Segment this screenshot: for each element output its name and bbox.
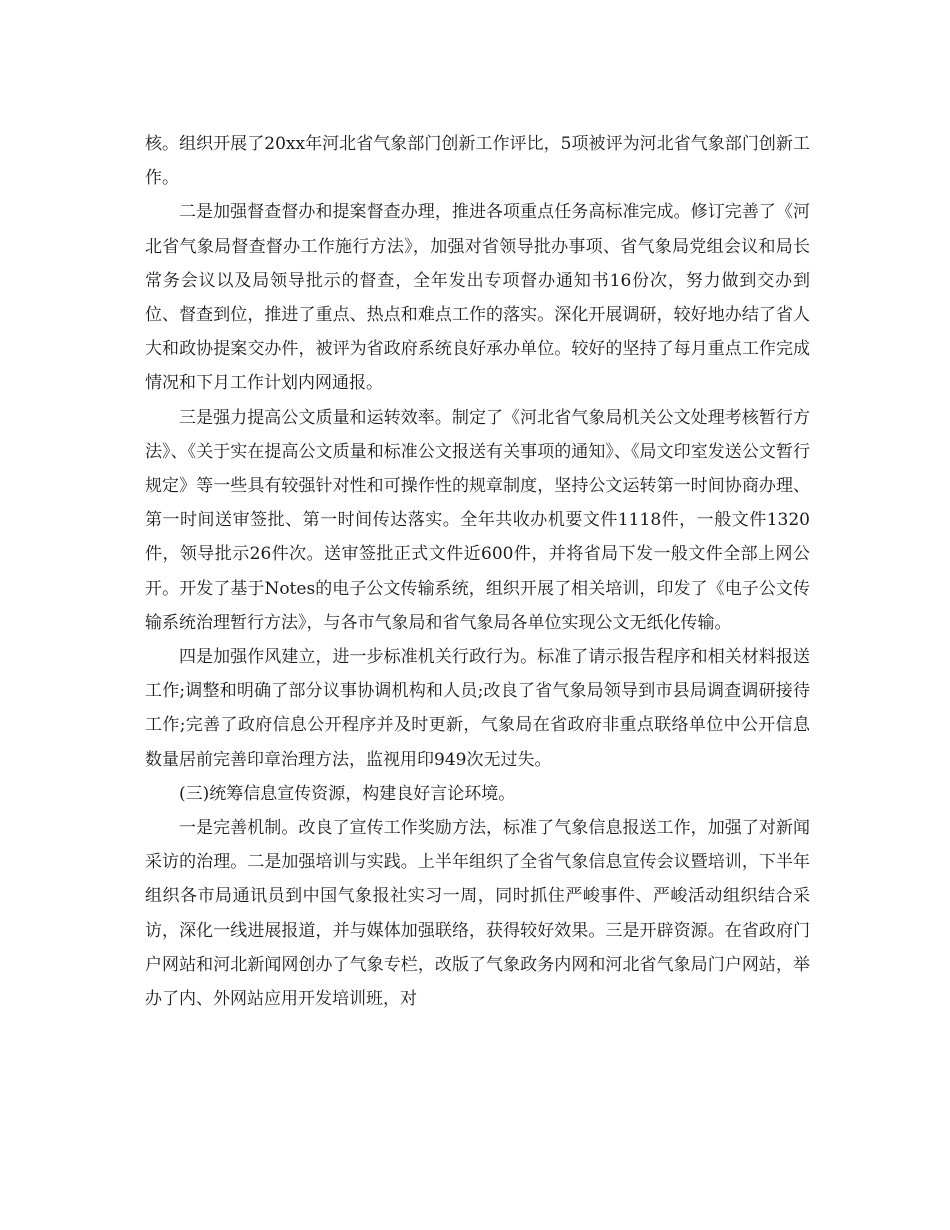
paragraph-mechanism: 一是完善机制。改良了宣传工作奖励方法，标准了气象信息报送工作，加强了对新闻采访的治理。二是加强培训与实践。上半年组织了全省气象信息宣传会议暨培训，下半年组织各市局通讯员到中国气象报社实习一周，同时抓住严峻事件、严峻活动组织结合采访，深化一线进展报道，并与媒体加强联络，获得较好效果。三是开辟资源。在省政府门户网站和河北新闻网创办了气象专栏，改版了气象政务内网和河北省气象局门户网站，举办了内、外网站应用开发培训班，对 (145, 818, 810, 1010)
paragraph-work-style: 四是加强作风建立，进一步标准机关行政行为。标准了请示报告程序和相关材料报送工作;调整和明确了部分议事协调机构和人员;改良了省气象局领导到市县局调查调研接待工作;完善了政府信息公开程序并及时更新，气象局在省政府非重点联络单位中公开信息数量居前完善印章治理方法，监视用印949次无过失。 (145, 647, 810, 770)
paragraph-continuation: 核。组织开展了20xx年河北省气象部门创新工作评比，5项被评为河北省气象部门创新工作。 (145, 134, 810, 189)
paragraph-supervision: 二是加强督查督办和提案督查办理，推进各项重点任务高标准完成。修订完善了《河北省气象局督查督办工作施行方法》，加强对省领导批办事项、省气象局党组会议和局长常务会议以及局领导批示的督查，全年发出专项督办通知书16份次，努力做到交办到位、督查到位，推进了重点、热点和难点工作的落实。深化开展调研，较好地办结了省人大和政协提案交办件，被评为省政府系统良好承办单位。较好的坚持了每月重点工作完成情况和下月工作计划内网通报。 (145, 202, 810, 394)
paragraph-document-quality: 三是强力提高公文质量和运转效率。制定了《河北省气象局机关公文处理考核暂行方法》、《关于实在提高公文质量和标准公文报送有关事项的通知》、《局文印室发送公文暂行规定》等一些具有较强针对性和可操作性的规章制度，坚持公文运转第一时间协商办理、第一时间送审签批、第一时间传达落实。全年共收办机要文件1118件，一般文件1320件，领导批示26件次。送审签批正式文件近600件，并将省局下发一般文件全部上网公开。开发了基于Notes的电子公文传输系统，组织开展了相关培训，印发了《电子公文传输系统治理暂行方法》，与各市气象局和省气象局各单位实现公文无纸化传输。 (145, 407, 810, 633)
document-body (145, 127, 810, 1016)
section-heading-publicity: (三)统筹信息宣传资源，构建良好言论环境。 (179, 783, 516, 804)
